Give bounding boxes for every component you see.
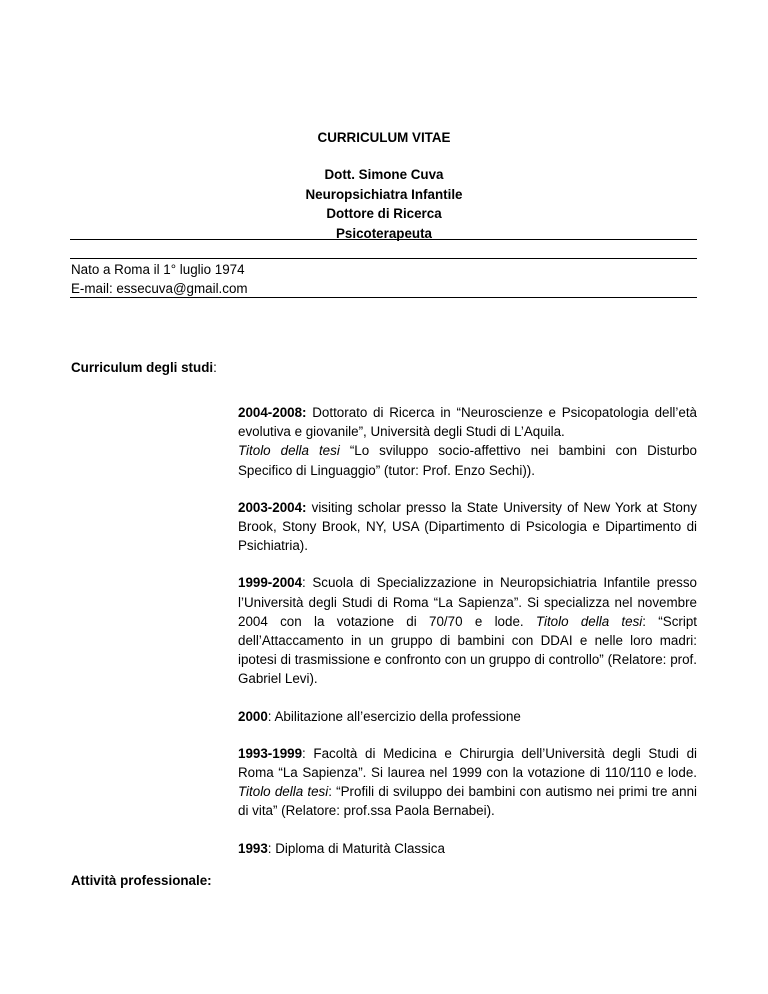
entry-year: 1993: [238, 840, 268, 856]
entry-year: 2004-2008:: [238, 405, 307, 420]
entry-text-2: : “Script dell’Attaccamento in un gruppo di bambini con DDAI e nelle loro madri: ipotesi di trasmissione e confronto con un gruppo di controllo” (Relatore: prof. Gabriel Levi).: [238, 613, 697, 687]
entry-text: : Abilitazione all’esercizio della professione: [267, 708, 521, 724]
person-name: Dott. Simone Cuva: [324, 167, 444, 182]
email-info: E-mail: essecuva@gmail.com: [71, 281, 248, 296]
person-role-2: Dottore di Ricerca: [326, 206, 442, 221]
document-title: CURRICULUM VITAE: [317, 130, 451, 145]
study-entry: [238, 744, 697, 821]
entry-year: 2003-2004:: [238, 499, 307, 515]
person-role-3: Psicoterapeuta: [335, 225, 432, 241]
entry-text: : Diploma di Maturità Classica: [267, 840, 445, 856]
section-heading-colon: :: [213, 360, 217, 375]
entry-year: 1999-2004: [238, 575, 303, 591]
contact-block: [71, 260, 248, 298]
entry-text: Dottorato di Ricerca in “Neuroscienze e Psicopatologia dell’età evolutiva e giovanile”, Università degli Studi di L’Aquila.: [238, 405, 697, 440]
header-block: [0, 165, 768, 243]
study-entry: [238, 839, 697, 858]
entry-text: visiting scholar presso la State University of New York at Stony Brook, Stony Brook, NY, USA (Dipartimento di Psicologia e Dipartimento di Psichiatria).: [238, 499, 697, 554]
entry-thesis-label: Titolo della tesi: [238, 443, 340, 459]
study-entry: [238, 498, 697, 556]
entry-year: 2000: [238, 708, 268, 724]
entry-text-2: : “Profili di sviluppo dei bambini con autismo nei primi tre anni di vita” (Relatore: prof.ssa Paola Bernabei).: [238, 784, 697, 819]
entry-text-2: “Lo sviluppo socio-affettivo nei bambini con Disturbo Specifico di Linguaggio” (tutor: Prof. Enzo Sechi)).: [238, 443, 697, 478]
entry-text: : Scuola di Specializzazione in Neuropsichiatria Infantile presso l’Università degli Studi di Roma “La Sapienza”. Si specializza nel novembre 2004 con la votazione di 70/70 e lode.: [238, 575, 697, 629]
contact-divider-bottom: [70, 297, 697, 298]
contact-divider-top: [70, 258, 697, 259]
study-entry: [238, 403, 697, 480]
header-divider-top: [70, 239, 697, 240]
entry-thesis-label: Titolo della tesi: [535, 613, 643, 629]
section-heading-studies-text: Curriculum degli studi: [71, 360, 214, 375]
section-heading-studies: [71, 358, 217, 377]
section-heading-professional: Attività professionale:: [71, 873, 212, 888]
entry-text: : Facoltà di Medicina e Chirurgia dell’Università degli Studi di Roma “La Sapienza”. Si laurea nel 1999 con la votazione di 110/110 e lode.: [238, 745, 697, 781]
entry-thesis-label: Titolo della tesi: [238, 784, 329, 800]
entry-year: 1993-1999: [238, 745, 303, 761]
birth-info: Nato a Roma il 1° luglio 1974: [71, 262, 245, 277]
studies-list: [238, 403, 697, 876]
study-entry: [238, 573, 697, 688]
person-role-1: Neuropsichiatra Infantile: [305, 186, 463, 202]
study-entry: [238, 707, 697, 726]
